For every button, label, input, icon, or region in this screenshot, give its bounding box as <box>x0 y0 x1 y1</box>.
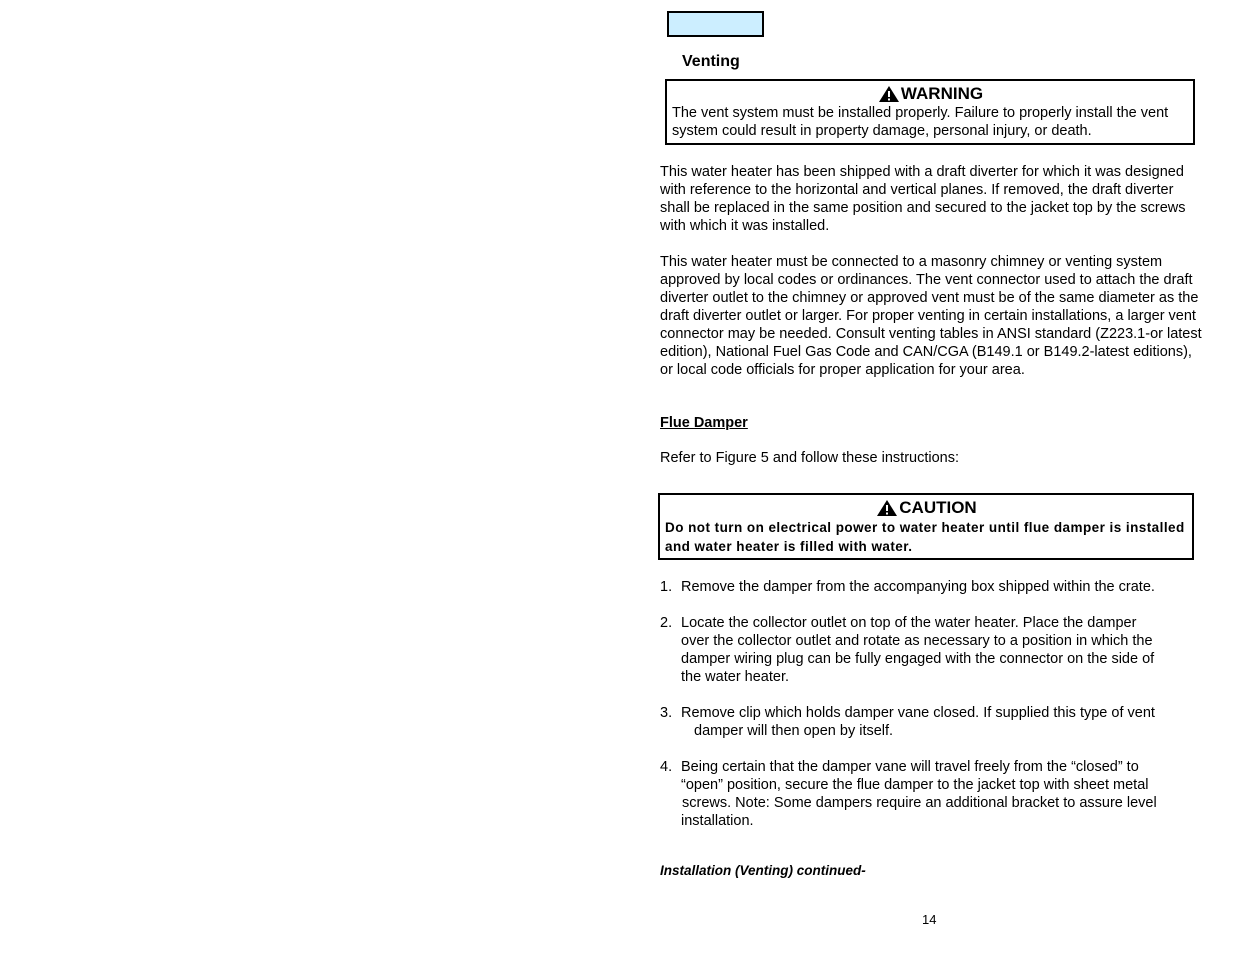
refer-instructions: Refer to Figure 5 and follow these instructions: <box>660 450 960 466</box>
step-text: screws. Note: Some dampers require an additional bracket to assure level <box>682 795 1157 811</box>
step-number: 2. <box>660 615 673 631</box>
caution-header <box>665 498 1188 518</box>
list-item <box>660 704 1205 740</box>
warning-header <box>672 84 1189 104</box>
page-number: 14 <box>922 912 937 927</box>
section-tab-marker <box>667 11 764 37</box>
caution-box <box>658 493 1194 560</box>
list-item <box>660 614 1205 686</box>
step-number: 4. <box>660 759 673 775</box>
warning-triangle-icon <box>876 499 898 517</box>
warning-text: The vent system must be installed properly. Failure to properly install the vent system could result in property damage, personal injury, or death. <box>672 105 1169 139</box>
step-text: installation. <box>681 813 754 829</box>
section-title: Venting <box>682 53 740 70</box>
step-text: Remove clip which holds damper vane closed. If supplied this type of vent <box>681 705 1155 721</box>
flue-damper-heading: Flue Damper <box>660 415 748 431</box>
warning-triangle-icon <box>878 85 900 103</box>
step-text: damper wiring plug can be fully engaged with the connector on the side of <box>681 651 1155 667</box>
step-text: the water heater. <box>681 669 790 685</box>
warning-box <box>665 79 1195 145</box>
list-item <box>660 578 1205 596</box>
step-text: over the collector outlet and rotate as necessary to a position in which the <box>681 633 1153 649</box>
step-text: Locate the collector outlet on top of the water heater. Place the damper <box>681 615 1137 631</box>
step-number: 3. <box>660 705 673 721</box>
continued-note: Installation (Venting) continued- <box>660 863 866 878</box>
paragraph-draft-diverter: This water heater has been shipped with a draft diverter for which it was designed with reference to the horizontal and vertical planes. If removed, the draft diverter shall be replaced in the same position and secured to the jacket top by the screws with which it was installed. <box>660 164 1186 234</box>
step-number: 1. <box>660 579 673 595</box>
list-item <box>660 758 1205 830</box>
warning-label: WARNING <box>900 84 984 103</box>
step-text: Being certain that the damper vane will travel freely from the “closed” to <box>681 759 1139 775</box>
caution-text: Do not turn on electrical power to water heater until flue damper is installed and water heater is filled with water. <box>665 520 1185 554</box>
step-text: “open” position, secure the flue damper to the jacket top with sheet metal <box>681 777 1149 793</box>
caution-label: CAUTION <box>899 498 977 517</box>
step-text: damper will then open by itself. <box>694 723 894 739</box>
step-text: Remove the damper from the accompanying box shipped within the crate. <box>681 579 1155 595</box>
paragraph-chimney-connection: This water heater must be connected to a masonry chimney or venting system approved by local codes or ordinances. The vent connector used to attach the draft diverter outlet to the chimney or approved vent must be of the same diameter as the draft diverter outlet or larger. For proper venting in certain installations, a larger vent connector may be needed. Consult venting tables in ANSI standard (Z223.1-or latest edition), National Fuel Gas Code and CAN/CGA (B149.1 or B149.2-latest editions), or local code officials for proper application for your area. <box>660 254 1202 378</box>
